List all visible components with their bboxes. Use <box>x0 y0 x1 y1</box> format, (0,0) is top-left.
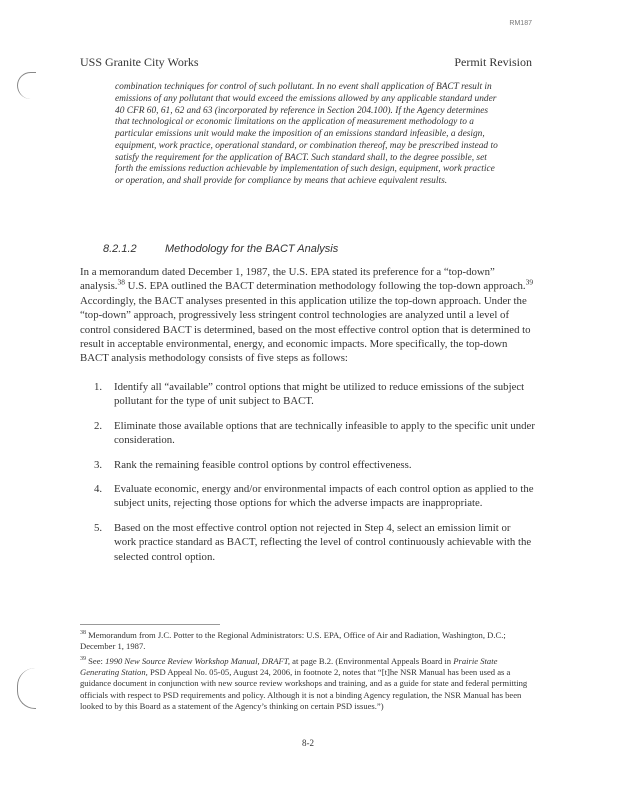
section-title: Methodology for the BACT Analysis <box>165 243 339 255</box>
body-paragraph <box>80 265 535 366</box>
body-text-1: In a memorandum dated December 1, 1987, the U.S. EPA stated its preference for a “top-down” analysis. <box>80 266 495 293</box>
header-document-type: Permit Revision <box>454 55 532 69</box>
list-item <box>80 458 535 472</box>
footnote-text-post: PSD Appeal No. 05-05, August 24, 2006, in footnote 2, notes that “[t]he NSR Manual has been used as a guidance document in conjunction with new source review workshops and training, and as a guide for state and federal permitting officials with respect to PSD requirements and policy. Although it is not a binding Agency regulation, the NSR Manual has been looked to by this Board as a statement of the Agency’s thinking on certain PSD issues.”) <box>80 667 528 711</box>
list-item <box>80 380 535 409</box>
step-text: Eliminate those available options that are technically infeasible to apply to the specific unit under consideration. <box>114 419 535 447</box>
footnote-text-pre: See: <box>86 656 106 666</box>
footnote-divider <box>80 624 220 625</box>
body-text-3: Accordingly, the BACT analyses presented in this application utilize the top-down approach. Under the “top-down” approach, progressively less stringent control technologies are analyzed until a level of control considered BACT is determined, based on the most effective control option that is determined to result in acceptable environmental, energy, and economic impacts. More specifically, the top-down BACT analysis methodology consists of five steps as follows: <box>80 294 531 365</box>
footnote-text-mid: at page B.2. (Environmental Appeals Board in <box>290 656 454 666</box>
footnote-ref-39: 39 <box>525 277 534 287</box>
header-company: USS Granite City Works <box>80 55 199 69</box>
step-text: Rank the remaining feasible control options by control effectiveness. <box>114 458 412 471</box>
binder-hole-mark-top <box>17 72 36 99</box>
step-text: Based on the most effective control option not rejected in Step 4, select an emission limit or work practice standard as BACT, reflecting the level of control continuously achievable with the selected control option. <box>114 521 532 563</box>
step-number: 1. <box>94 381 103 393</box>
page-number: 8-2 <box>302 738 314 748</box>
footnote-text: Memorandum from J.C. Potter to the Regional Administrators: U.S. EPA, Office of Air and Radiation, Washington, D.C.; December 1, 1987. <box>80 630 506 652</box>
binder-hole-mark-bottom <box>17 668 36 709</box>
step-number: 5. <box>94 521 103 534</box>
footnote-ref-38: 38 <box>117 277 125 287</box>
footnote-number: 38 <box>80 630 86 637</box>
list-item <box>80 419 535 448</box>
document-stamp: RM187 <box>509 20 532 27</box>
footnote-number: 39 <box>80 656 86 663</box>
bact-steps-list <box>80 380 535 574</box>
section-heading <box>103 243 338 255</box>
list-item <box>80 482 535 511</box>
step-number: 2. <box>94 419 103 432</box>
step-text: Evaluate economic, energy and/or environmental impacts of each control option as applied to the subject units, rejecting those options for which the adverse impacts are inappropriate. <box>114 483 534 510</box>
footnote-citation-title: 1990 New Source Review Workshop Manual, DRAFT, <box>105 656 290 666</box>
footnote-39 <box>80 656 535 712</box>
step-number: 4. <box>94 483 103 496</box>
list-item <box>80 521 535 564</box>
body-text-2: U.S. EPA outlined the BACT determination methodology following the top-down approach. <box>124 280 526 293</box>
step-number: 3. <box>94 458 103 471</box>
footnote-38 <box>80 630 535 652</box>
section-number: 8.2.1.2 <box>103 243 137 255</box>
footnote-case-name: Prairie State Generating Station, <box>80 656 498 678</box>
step-text: Identify all “available” control options that might be utilized to reduce emissions of the subject pollutant for the type of unit subject to BACT. <box>114 381 525 408</box>
block-quote: combination techniques for control of such pollutant. In no event shall application of BACT result in emissions of any pollutant that would exceed the emissions allowed by any applicable standard under 40 CFR 60, 61, 62 and 63 (incorporated by reference in Section 204.100). If the Agency determines that technological or economic limitations on the application of measurement methodology to a particular emissions unit would make the imposition of an emissions standard infeasible, a design, equipment, work practice, operational standard, or combination thereof, may be prescribed instead to satisfy the requirement for the application of BACT. Such standard shall, to the degree possible, set forth the emissions reduction achievable by implementation of such design, equipment, work practice or operation, and shall provide for compliance by means that achieve equivalent results. <box>115 82 498 186</box>
